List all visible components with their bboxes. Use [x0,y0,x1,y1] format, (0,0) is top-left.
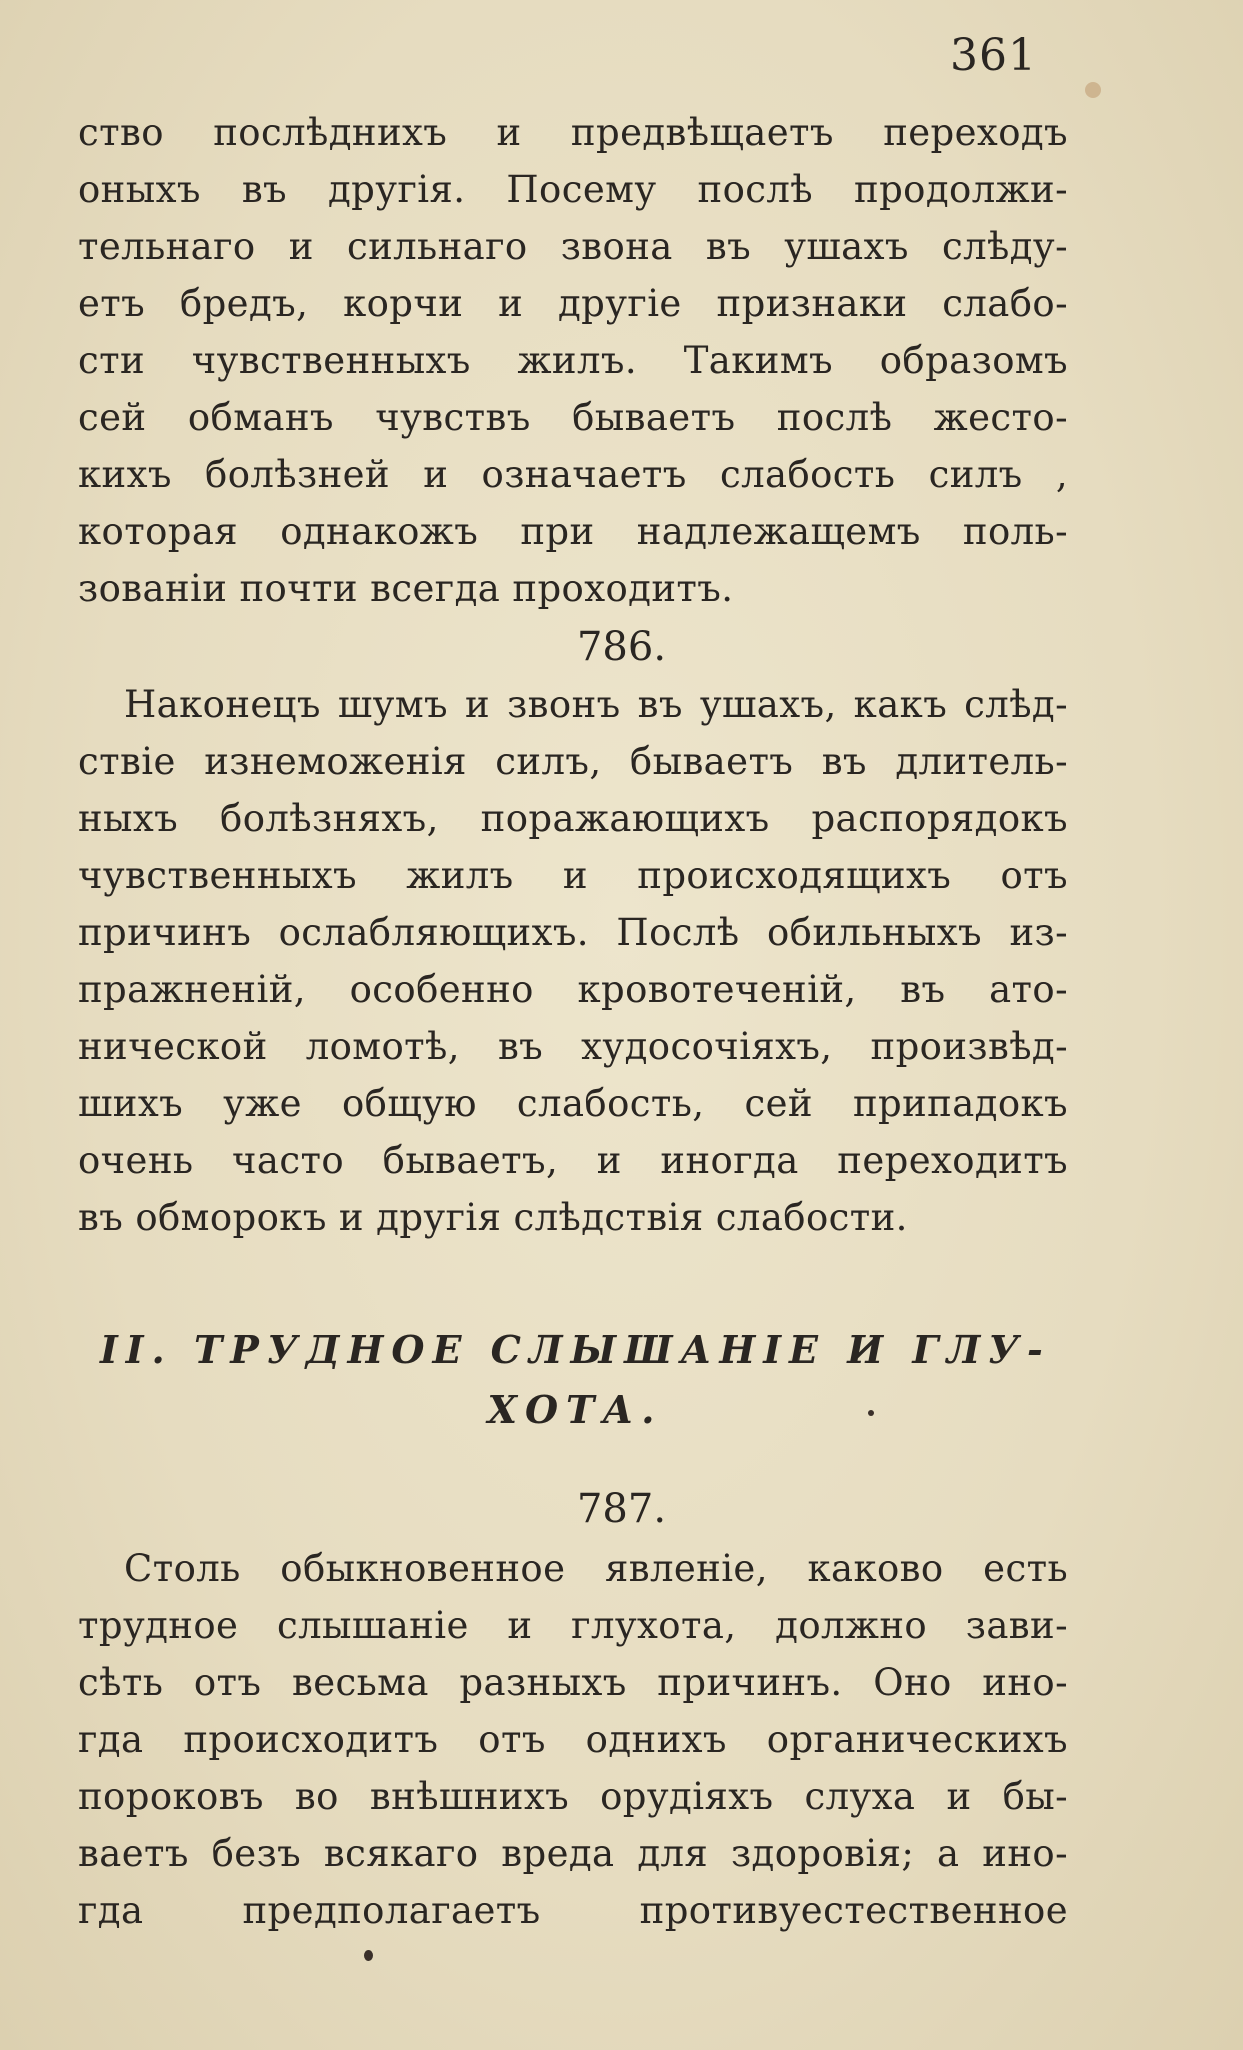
text-line: чувственныхъ жилъ и происходящихъ отъ [78,854,1068,897]
text-line: очень часто бываетъ, и иногда переходитъ [78,1139,1068,1182]
text-line: въ обморокъ и другія слѣдствія слабости. [78,1196,908,1239]
text-line: оныхъ въ другія. Посему послѣ продолжи- [78,168,1068,211]
ink-speck [868,1410,874,1416]
text-line: зованіи почти всегда проходитъ. [78,567,734,610]
text-line: сей обманъ чувствъ бываетъ послѣ жесто- [78,396,1068,439]
ink-speck [364,1950,373,1961]
text-line: ствіе изнеможенія силъ, бываетъ въ длитель- [78,740,1068,783]
page-number: 361 [950,30,1037,81]
text-line: Столь обыкновенное явленіе, каково есть [124,1547,1068,1590]
text-line: етъ бредъ, корчи и другіе признаки слабо- [78,282,1068,325]
heading-line-2: ХОТА. [487,1387,663,1432]
section-number-787: 787. [576,1486,667,1532]
section-heading [100,1320,1051,1440]
text-line: гда происходитъ отъ однихъ органическихъ [78,1718,1068,1761]
text-line: гда предполагаетъ противуестественное [78,1889,1068,1932]
section-number-786: 786. [576,624,667,670]
text-line: ныхъ болѣзняхъ, поражающихъ распорядокъ [78,797,1068,840]
text-line: тельнаго и сильнаго звона въ ушахъ слѣду- [78,225,1068,268]
paragraph-787 [78,1540,1068,1939]
text-line: ваетъ безъ всякаго вреда для здоровія; а ино- [78,1832,1068,1875]
text-line: нической ломотѣ, въ худосочіяхъ, произвѣд- [78,1025,1068,1068]
text-line: которая однакожъ при надлежащемъ поль- [78,510,1068,553]
text-line: пороковъ во внѣшнихъ орудіяхъ слуха и бы- [78,1775,1068,1818]
text-line: кихъ болѣзней и означаетъ слабость силъ , [78,453,1068,496]
paragraph-continued [78,104,1068,617]
text-line: Наконецъ шумъ и звонъ въ ушахъ, какъ слѣд- [124,683,1068,726]
text-line: сѣть отъ весьма разныхъ причинъ. Оно ино- [78,1661,1068,1704]
text-line: пражненій, особенно кровотеченій, въ ато- [78,968,1068,1011]
heading-line-1: II. ТРУДНОЕ СЛЫШАНІЕ И ГЛУ- [100,1327,1051,1372]
text-line: трудное слышаніе и глухота, должно зави- [78,1604,1068,1647]
text-line: шихъ уже общую слабость, сей припадокъ [78,1082,1068,1125]
text-line: ство послѣднихъ и предвѣщаетъ переходъ [78,111,1068,154]
text-line: причинъ ослабляющихъ. Послѣ обильныхъ из- [78,911,1068,954]
ink-speck [1085,82,1101,98]
paragraph-786 [78,676,1068,1246]
text-line: сти чувственныхъ жилъ. Такимъ образомъ [78,339,1068,382]
